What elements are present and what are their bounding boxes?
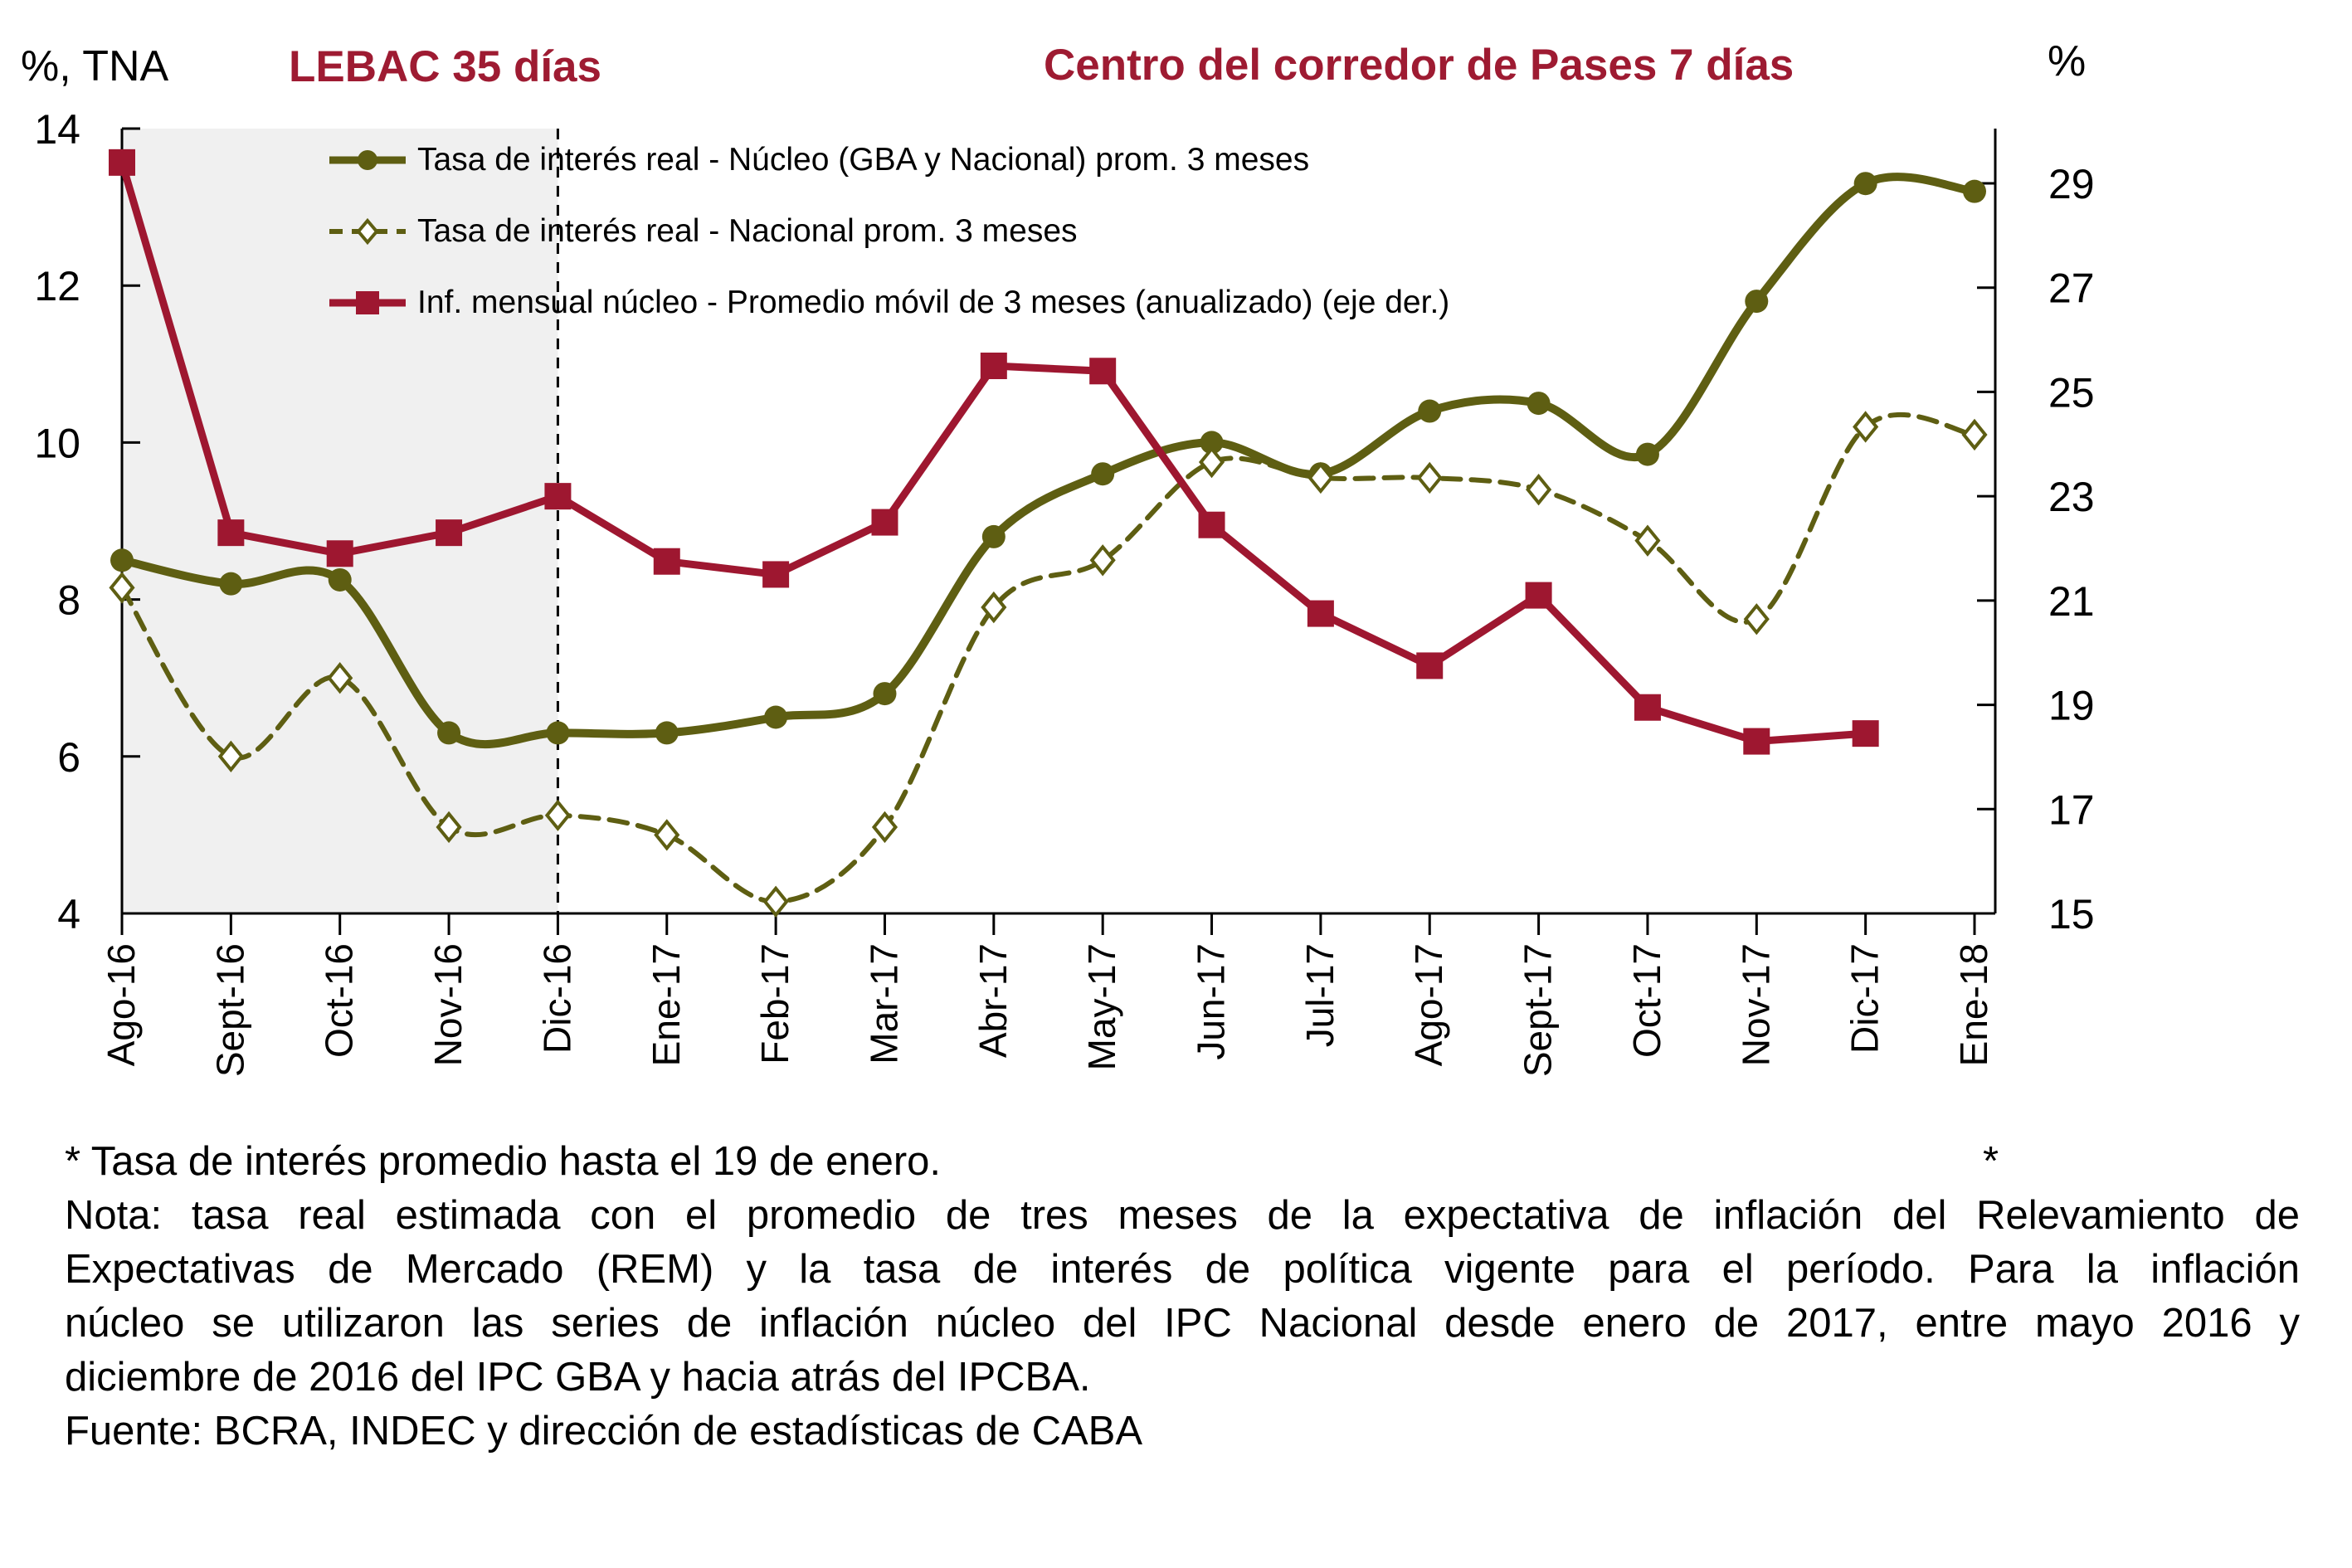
legend-label: Inf. mensual núcleo - Promedio móvil de 3 meses (anualizado) (eje der.) xyxy=(417,285,1450,320)
legend-label: Tasa de interés real - Núcleo (GBA y Nacional) prom. 3 meses xyxy=(417,142,1310,178)
left-axis-unit-label: %, TNA xyxy=(21,42,169,90)
series-marker-circle xyxy=(219,572,242,596)
x-axis-tick-label: Dic-17 xyxy=(1843,943,1887,1054)
series-marker-square xyxy=(981,353,1007,379)
legend-item-0 xyxy=(326,124,1449,196)
series-marker-circle xyxy=(1745,290,1768,313)
x-axis-tick-label: Oct-17 xyxy=(1624,943,1668,1059)
x-axis-tick-label: Ago-16 xyxy=(100,943,143,1067)
legend-swatch-diamond-icon xyxy=(326,213,409,250)
x-axis-footnote-marker: * xyxy=(1983,1139,1999,1184)
x-axis-tick-label: Jul-17 xyxy=(1298,943,1342,1048)
series-marker-circle xyxy=(110,548,134,572)
legend-marker xyxy=(358,221,377,242)
legend-label: Tasa de interés real - Nacional prom. 3 meses xyxy=(417,213,1078,249)
series-marker-circle xyxy=(1963,180,1986,203)
x-axis-tick-label: Mar-17 xyxy=(862,943,906,1064)
x-axis-tick-label: Ago-17 xyxy=(1407,943,1451,1067)
footnote-nota-line-2: Expectativas de Mercado (REM) y la tasa de interés de política vigente para el período. Para la inflación xyxy=(65,1247,2300,1292)
chart-title-right: Centro del corredor de Pases 7 días xyxy=(1044,41,1794,90)
series-marker-square xyxy=(654,548,680,575)
series-marker-square xyxy=(327,540,353,567)
series-marker-square xyxy=(1416,652,1443,679)
right-axis-tick-label: 23 xyxy=(2048,474,2095,521)
x-axis-tick-label: Sept-17 xyxy=(1516,943,1560,1078)
right-axis-tick-label: 27 xyxy=(2048,265,2095,312)
right-axis-tick-label: 17 xyxy=(2048,786,2095,834)
legend-item-1 xyxy=(326,196,1449,267)
series-marker-circle xyxy=(437,721,460,744)
legend-item-2 xyxy=(326,267,1449,338)
series-marker-diamond xyxy=(1528,476,1550,503)
x-axis-tick-label: Abr-17 xyxy=(971,943,1015,1059)
series-marker-square xyxy=(762,561,789,587)
series-marker-diamond xyxy=(1964,421,1985,448)
series-marker-circle xyxy=(1636,443,1659,466)
series-marker-circle xyxy=(764,706,787,729)
series-marker-square xyxy=(1634,694,1661,721)
series-marker-square xyxy=(1526,582,1552,609)
right-axis-tick-label: 29 xyxy=(2048,161,2095,207)
legend-marker xyxy=(356,291,379,314)
footnote-nota-line-4: diciembre de 2016 del IPC GBA y hacia atrás del IPCBA. xyxy=(65,1355,1091,1400)
footnotes-block xyxy=(65,1135,2300,1458)
series-marker-circle xyxy=(655,721,679,744)
series-marker-circle xyxy=(1854,172,1877,195)
series-marker-diamond xyxy=(765,889,786,915)
x-axis-tick-label: Nov-16 xyxy=(426,943,470,1067)
right-axis-tick-label: 15 xyxy=(2048,891,2095,937)
x-axis-tick-label: Nov-17 xyxy=(1734,943,1778,1067)
footnote-nota-line-1: Nota: tasa real estimada con el promedio de tres meses de la expectativa de inflación del Relevamiento de xyxy=(65,1193,2300,1238)
series-marker-square xyxy=(1307,601,1334,627)
series-marker-square xyxy=(544,483,571,509)
series-marker-diamond xyxy=(1419,465,1440,491)
series-marker-circle xyxy=(873,682,896,705)
right-axis-tick-label: 25 xyxy=(2048,369,2095,416)
footnote-asterisk-line: * Tasa de interés promedio hasta el 19 de enero. xyxy=(65,1139,942,1184)
x-axis-tick-label: Feb-17 xyxy=(753,943,797,1064)
x-axis-tick-label: Jun-17 xyxy=(1189,943,1233,1060)
series-marker-square xyxy=(1089,358,1116,384)
series-marker-circle xyxy=(546,721,569,744)
series-marker-square xyxy=(217,519,244,546)
series-marker-diamond xyxy=(1092,547,1113,573)
series-marker-circle xyxy=(1527,392,1551,415)
left-axis-tick-label: 10 xyxy=(34,420,80,467)
series-marker-square xyxy=(871,509,898,536)
series-marker-diamond xyxy=(656,821,678,848)
x-axis-tick-label: Dic-16 xyxy=(535,943,579,1054)
series-marker-diamond xyxy=(1637,528,1658,554)
series-marker-circle xyxy=(329,568,352,592)
x-axis-tick-label: Oct-16 xyxy=(317,943,361,1059)
x-axis-tick-label: Ene-18 xyxy=(1952,943,1995,1067)
left-axis-tick-label: 4 xyxy=(57,891,80,937)
series-marker-square xyxy=(109,149,135,176)
series-marker-circle xyxy=(982,525,1006,548)
x-axis-tick-label: Sept-16 xyxy=(208,943,252,1078)
right-axis-tick-label: 19 xyxy=(2048,682,2095,729)
right-axis-tick-label: 21 xyxy=(2048,577,2095,625)
series-marker-diamond xyxy=(1746,606,1767,632)
legend-swatch-square-icon xyxy=(326,285,409,321)
x-axis-tick-label: May-17 xyxy=(1080,943,1124,1071)
series-marker-square xyxy=(436,519,462,546)
series-marker-square xyxy=(1743,728,1770,755)
chart-legend xyxy=(326,124,1449,338)
footnote-nota-line-3: núcleo se utilizaron las series de inflación núcleo del IPC Nacional desde enero de 2017, entre mayo 2016 y xyxy=(65,1301,2300,1346)
series-marker-diamond xyxy=(1201,449,1223,475)
left-axis-tick-label: 6 xyxy=(57,733,80,781)
chart-title-left: LEBAC 35 días xyxy=(289,42,602,91)
legend-swatch-circle-icon xyxy=(326,142,409,178)
right-axis-unit-label: % xyxy=(2048,37,2087,85)
series-marker-square xyxy=(1853,720,1879,747)
legend-marker xyxy=(358,150,377,170)
left-axis-tick-label: 12 xyxy=(34,263,80,310)
series-marker-square xyxy=(1199,512,1225,538)
left-axis-tick-label: 14 xyxy=(34,106,80,153)
x-axis-tick-label: Ene-17 xyxy=(644,943,688,1067)
footnote-source-line: Fuente: BCRA, INDEC y dirección de estadísticas de CABA xyxy=(65,1409,1143,1454)
series-marker-circle xyxy=(1418,400,1441,423)
left-axis-tick-label: 8 xyxy=(57,577,80,624)
series-marker-circle xyxy=(1091,462,1114,485)
